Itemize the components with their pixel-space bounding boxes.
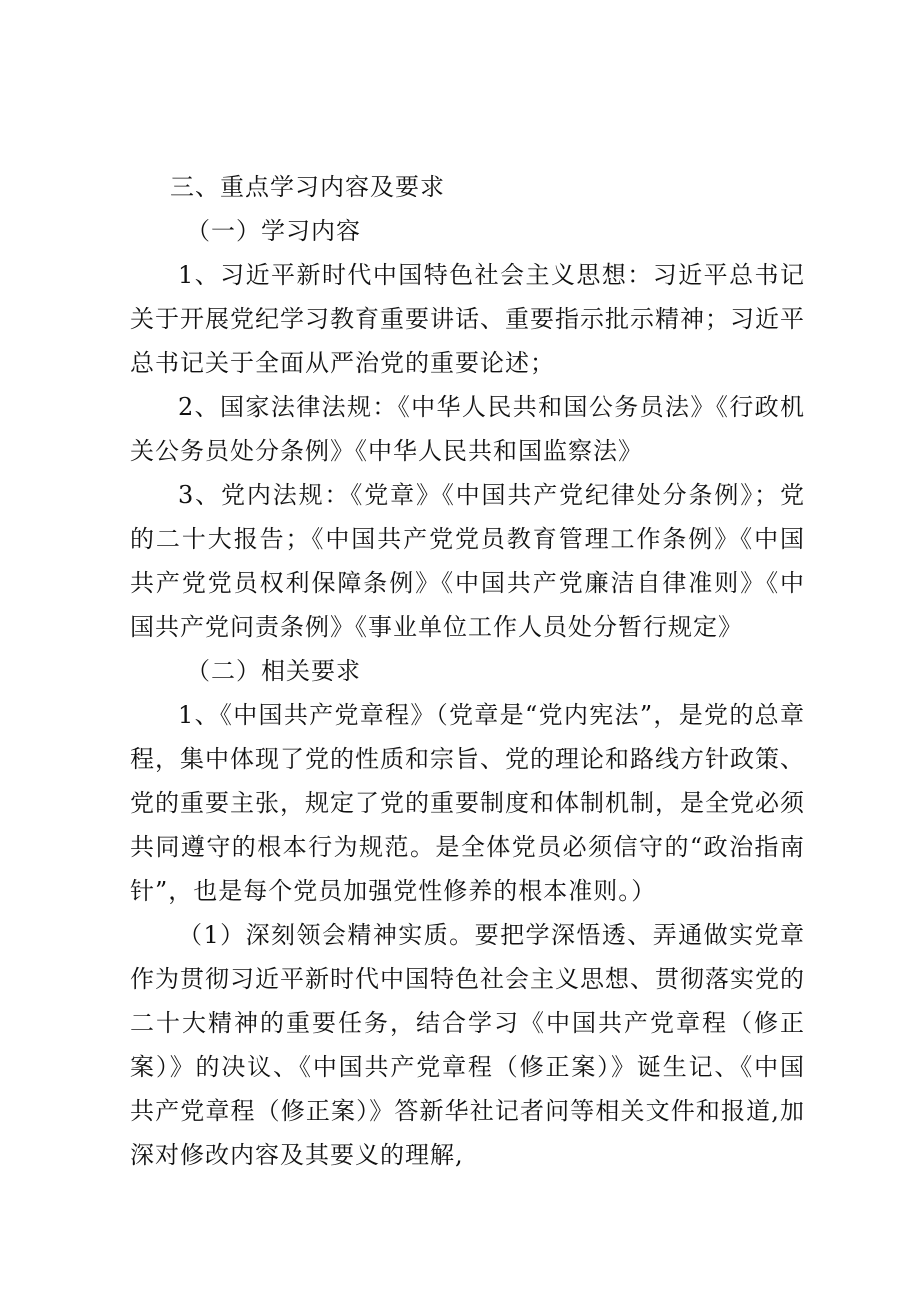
sub-heading-study-content: （一）学习内容 bbox=[186, 217, 361, 245]
paragraph-item-3: 3、党内法规：《党章》《中国共产党纪律处分条例》；党的二十大报告；《中国共产党党员教育管理工作条例》《中国共产党党员权利保障条例》《中国共产党廉洁自律准则》《中国共产党问责条例》《事业单位工作人员处分暂行规定》 bbox=[130, 481, 805, 641]
sub-heading-requirements: （二）相关要求 bbox=[186, 657, 361, 685]
document-page bbox=[130, 165, 805, 1177]
paragraph-requirement-1: 1、《中国共产党章程》（党章是“党内宪法”，是党的总章程，集中体现了党的性质和宗旨、党的理论和路线方针政策、党的重要主张，规定了党的重要制度和体制机制，是全党必须共同遵守的根本行为规范。是全体党员必须信守的“政治指南针”，也是每个党员加强党性修养的根本准则。） bbox=[130, 701, 805, 905]
paragraph-item-2: 2、国家法律法规：《中华人民共和国公务员法》《行政机关公务员处分条例》《中华人民共和国监察法》 bbox=[130, 393, 805, 465]
paragraph-item-1: 1、习近平新时代中国特色社会主义思想：习近平总书记关于开展党纪学习教育重要讲话、重要指示批示精神；习近平总书记关于全面从严治党的重要论述； bbox=[130, 261, 805, 377]
paragraph-requirement-1-1: （1）深刻领会精神实质。要把学深悟透、弄通做实党章作为贯彻习近平新时代中国特色社会主义思想、贯彻落实党的二十大精神的重要任务，结合学习《中国共产党章程（修正案）》的决议、《中国共产党章程（修正案）》诞生记、《中国共产党章程（修正案）》答新华社记者问等相关文件和报道,加深对修改内容及其要义的理解, bbox=[130, 921, 805, 1169]
section-heading: 三、重点学习内容及要求 bbox=[170, 173, 445, 201]
